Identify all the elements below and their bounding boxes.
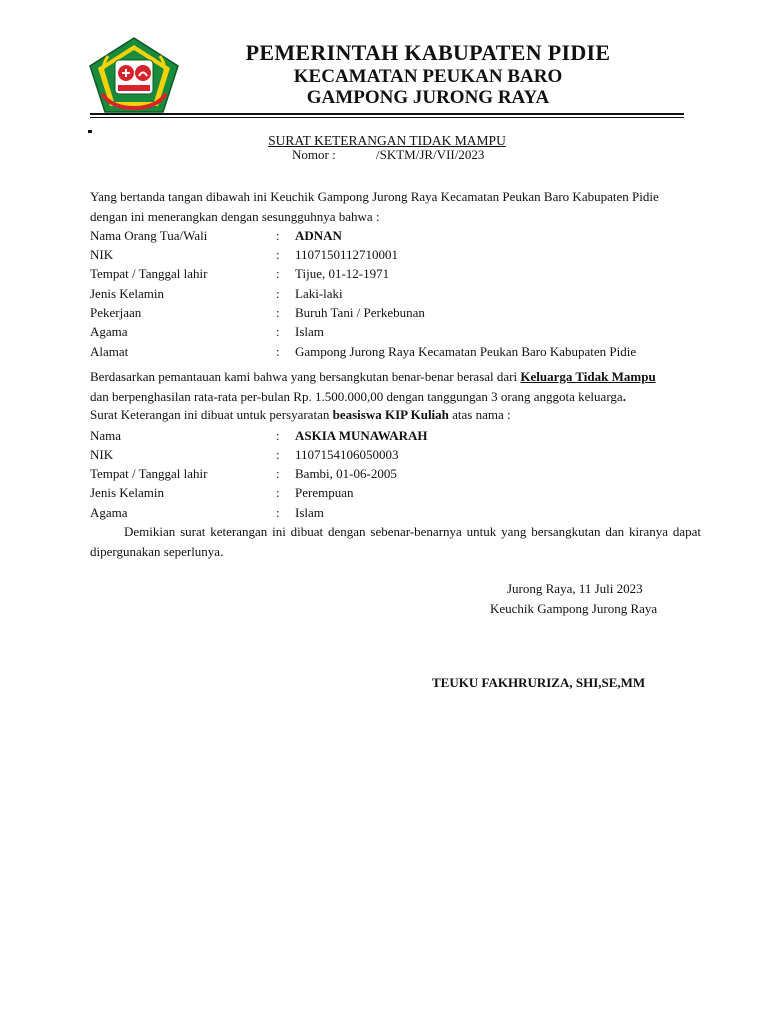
field-separator: :	[276, 286, 280, 301]
field-label: Agama	[90, 324, 128, 339]
field-separator: :	[276, 505, 280, 520]
student-nik-value: 1107154106050003	[295, 447, 399, 462]
parent-name-value: ADNAN	[295, 228, 342, 243]
field-label: Agama	[90, 505, 128, 520]
letter-number-value: /SKTM/JR/VII/2023	[376, 147, 485, 162]
parent-birth-value: Tijue, 01-12-1971	[295, 266, 390, 281]
closing-paragraph: Demikian surat keterangan ini dibuat dengan sebenar-benarnya untuk yang bersangkutan dan kiranya dapat dipergunakan seperlunya.	[90, 524, 701, 559]
parent-job-value: Buruh Tani / Perkebunan	[295, 305, 425, 320]
parent-gender-row	[90, 284, 690, 303]
signer-title: Keuchik Gampong Jurong Raya	[490, 601, 658, 616]
place-date: Jurong Raya, 11 Juli 2023	[507, 581, 643, 596]
field-separator: :	[276, 485, 280, 500]
student-nik-row	[90, 445, 690, 464]
student-birth-value: Bambi, 01-06-2005	[295, 466, 397, 481]
income-text: dan berpenghasilan rata-rata per-bulan Rp. 1.500.000,00 dengan tanggungan 3 orang anggota keluarga	[90, 389, 623, 404]
student-name-value: ASKIA MUNAWARAH	[295, 428, 428, 443]
student-name-row	[90, 426, 690, 445]
field-separator: :	[276, 247, 280, 262]
field-label: Nama	[90, 428, 122, 443]
letterhead-rule-thin	[90, 117, 684, 118]
parent-nik-value: 1107150112710001	[295, 247, 399, 262]
parent-address-value: Gampong Jurong Raya Kecamatan Peukan Baro Kabupaten Pidie	[295, 344, 637, 359]
field-label: Jenis Kelamin	[90, 286, 165, 301]
signer-name: TEUKU FAKHRURIZA, SHI,SE,MM	[432, 675, 646, 690]
field-label: Tempat / Tanggal lahir	[90, 266, 208, 281]
finding-text: Berdasarkan pemantauan kami bahwa yang bersangkutan benar-benar berasal dari	[90, 369, 521, 384]
field-label: Tempat / Tanggal lahir	[90, 466, 208, 481]
intro-line-1: Yang bertanda tangan dibawah ini Keuchik Gampong Jurong Raya Kecamatan Peukan Baro Kabupaten Pidie	[90, 189, 659, 204]
letterhead-district: KECAMATAN PEUKAN BARO	[293, 66, 563, 87]
field-separator: :	[276, 228, 280, 243]
letterhead-village: GAMPONG JURONG RAYA	[306, 87, 550, 108]
field-label: Pekerjaan	[90, 305, 142, 320]
letter-number	[292, 147, 484, 163]
letterhead-government: PEMERINTAH KABUPATEN PIDIE	[245, 40, 611, 65]
scholarship-name: beasiswa KIP Kuliah	[332, 407, 449, 422]
field-label: NIK	[90, 247, 114, 262]
parent-name-row	[90, 226, 690, 245]
letter-title: SURAT KETERANGAN TIDAK MAMPU	[268, 133, 506, 148]
field-separator: :	[276, 305, 280, 320]
student-religion-value: Islam	[295, 505, 324, 520]
field-label: Alamat	[90, 344, 129, 359]
purpose-tail: atas nama :	[448, 407, 511, 422]
parent-religion-row	[90, 322, 690, 341]
field-separator: :	[276, 428, 280, 443]
student-birth-row	[90, 464, 690, 483]
income-period: .	[622, 389, 626, 404]
parent-religion-value: Islam	[295, 324, 324, 339]
letterhead-rule-thick	[90, 113, 684, 115]
field-label: Nama Orang Tua/Wali	[90, 228, 208, 243]
finding-line	[90, 367, 701, 387]
purpose-line	[90, 405, 701, 425]
parent-address-row	[90, 342, 690, 361]
student-gender-value: Perempuan	[295, 485, 354, 500]
letter-number-label: Nomor :	[292, 147, 336, 162]
field-separator: :	[276, 447, 280, 462]
field-label: Jenis Kelamin	[90, 485, 165, 500]
family-status: Keluarga Tidak Mampu	[520, 369, 656, 384]
purpose-text: Surat Keterangan ini dibuat untuk persyaratan	[90, 407, 333, 422]
field-separator: :	[276, 324, 280, 339]
income-line	[90, 387, 701, 407]
parent-nik-row	[90, 245, 690, 264]
field-label: NIK	[90, 447, 114, 462]
field-separator: :	[276, 466, 280, 481]
student-religion-row	[90, 503, 690, 522]
parent-birth-row	[90, 264, 690, 283]
student-gender-row	[90, 483, 690, 502]
parent-job-row	[90, 303, 690, 322]
parent-gender-value: Laki-laki	[295, 286, 343, 301]
field-separator: :	[276, 266, 280, 281]
pidie-regency-emblem-icon	[88, 36, 180, 114]
intro-line-2: dengan ini menerangkan dengan sesungguhnya bahwa :	[90, 209, 380, 224]
field-separator: :	[276, 344, 280, 359]
